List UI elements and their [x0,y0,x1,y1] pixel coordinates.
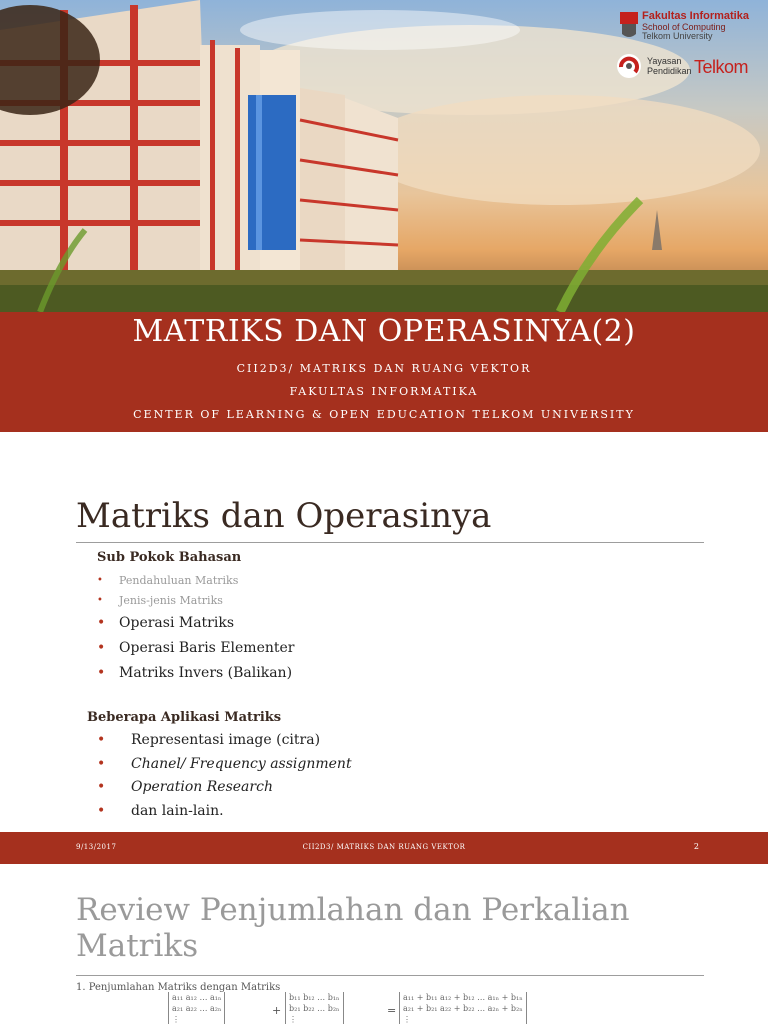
plus-operator: + [272,1004,282,1017]
footer-date: 9/13/2017 [76,843,117,851]
matrix-b [285,992,344,1024]
fakultas-logo-line2: School of Computing [642,22,726,32]
title-divider [76,975,704,976]
yayasan-logo-line1: Yayasan [647,56,682,66]
list-item [97,592,294,612]
slide2-title: Matriks dan Operasinya [76,496,492,536]
bullet-icon: • [97,755,106,772]
sub-topic-list [97,572,294,687]
campus-illustration [0,0,768,312]
matrix-row: b₂₁ b₂₂ … b₂ₙ [289,1004,340,1013]
title-divider [76,542,704,543]
bullet-icon: • [97,779,106,795]
list-item-text: Jenis-jenis Matriks [119,594,223,607]
matrix-row: ⋮ [403,1015,411,1024]
section-item: 1. Penjumlahan Matriks dengan Matriks [76,982,281,993]
bullet-icon: • [97,615,106,631]
matrix-row: a₁₁ a₁₂ … a₁ₙ [172,993,222,1002]
bullet-icon: • [97,732,106,748]
list-item [97,662,294,687]
list-item-text: dan lain-lain. [131,802,224,819]
fakultas-logo-line3: Telkom University [642,31,713,41]
matrix-row: ⋮ [172,1015,180,1024]
list-item [97,753,352,777]
matrix-a [168,992,225,1024]
matrix-row: b₁₁ b₁₂ … b₁ₙ [289,993,340,1002]
fakultas-informatika-logo [620,10,760,42]
footer-course: CII2D3/ MATRIKS DAN RUANG VEKTOR [302,843,466,851]
slide-footer [0,832,768,864]
center-subtitle: CENTER OF LEARNING & OPEN EDUCATION TELKOM UNIVERSITY [133,408,635,421]
list-item [97,572,294,592]
matrix-row: ⋮ [289,1015,297,1024]
bullet-icon: • [97,575,103,586]
list-item-text: Matriks Invers (Balikan) [119,665,293,681]
equals-operator: = [387,1004,397,1017]
list-item-text: Operasi Matriks [119,615,235,631]
list-item-text: Pendahuluan Matriks [119,574,239,587]
bullet-icon: • [97,595,103,606]
campus-photo [0,0,768,312]
list-item-text: Chanel/ Frequency assignment [131,755,352,772]
list-item-text: Operation Research [131,779,273,795]
slide3-title: Review Penjumlahan dan Perkalian Matriks [76,892,630,964]
yayasan-pendidikan-telkom-logo [616,52,762,82]
list-item-text: Representasi image (citra) [131,732,321,748]
title-banner [0,312,768,432]
applications-heading: Beberapa Aplikasi Matriks [87,710,282,725]
list-item-text: Operasi Baris Elementer [119,640,295,656]
yayasan-logo-line2: Pendidikan [647,66,692,76]
matrix-sum [399,992,527,1024]
telkom-swirl-icon [616,53,642,79]
list-item [97,729,352,753]
list-item [97,776,352,800]
list-item [97,612,294,637]
bullet-icon: • [97,665,106,681]
sub-topic-heading: Sub Pokok Bahasan [97,550,242,565]
bullet-icon: • [97,802,106,819]
matrix-row: a₁₁ + b₁₁ a₁₂ + b₁₂ … a₁ₙ + b₁ₙ [403,993,523,1002]
applications-list [97,729,352,823]
faculty-subtitle: FAKULTAS INFORMATIKA [289,385,479,398]
fakultas-logo-line1: Fakultas Informatika [642,10,749,22]
course-code-subtitle: CII2D3/ MATRIKS DAN RUANG VEKTOR [236,362,532,375]
matrix-row: a₂₁ a₂₂ … a₂ₙ [172,1004,222,1013]
slide1-title: MATRIKS DAN OPERASINYA(2) [132,314,636,349]
bullet-icon: • [97,640,106,656]
page-number: 2 [693,842,699,851]
list-item [97,800,352,824]
list-item [97,637,294,662]
yayasan-logo-brand: Telkom [694,57,749,77]
matrix-row: a₂₁ + b₂₁ a₂₂ + b₂₂ … a₂ₙ + b₂ₙ [403,1004,523,1013]
telkom-university-emblem [620,12,638,38]
